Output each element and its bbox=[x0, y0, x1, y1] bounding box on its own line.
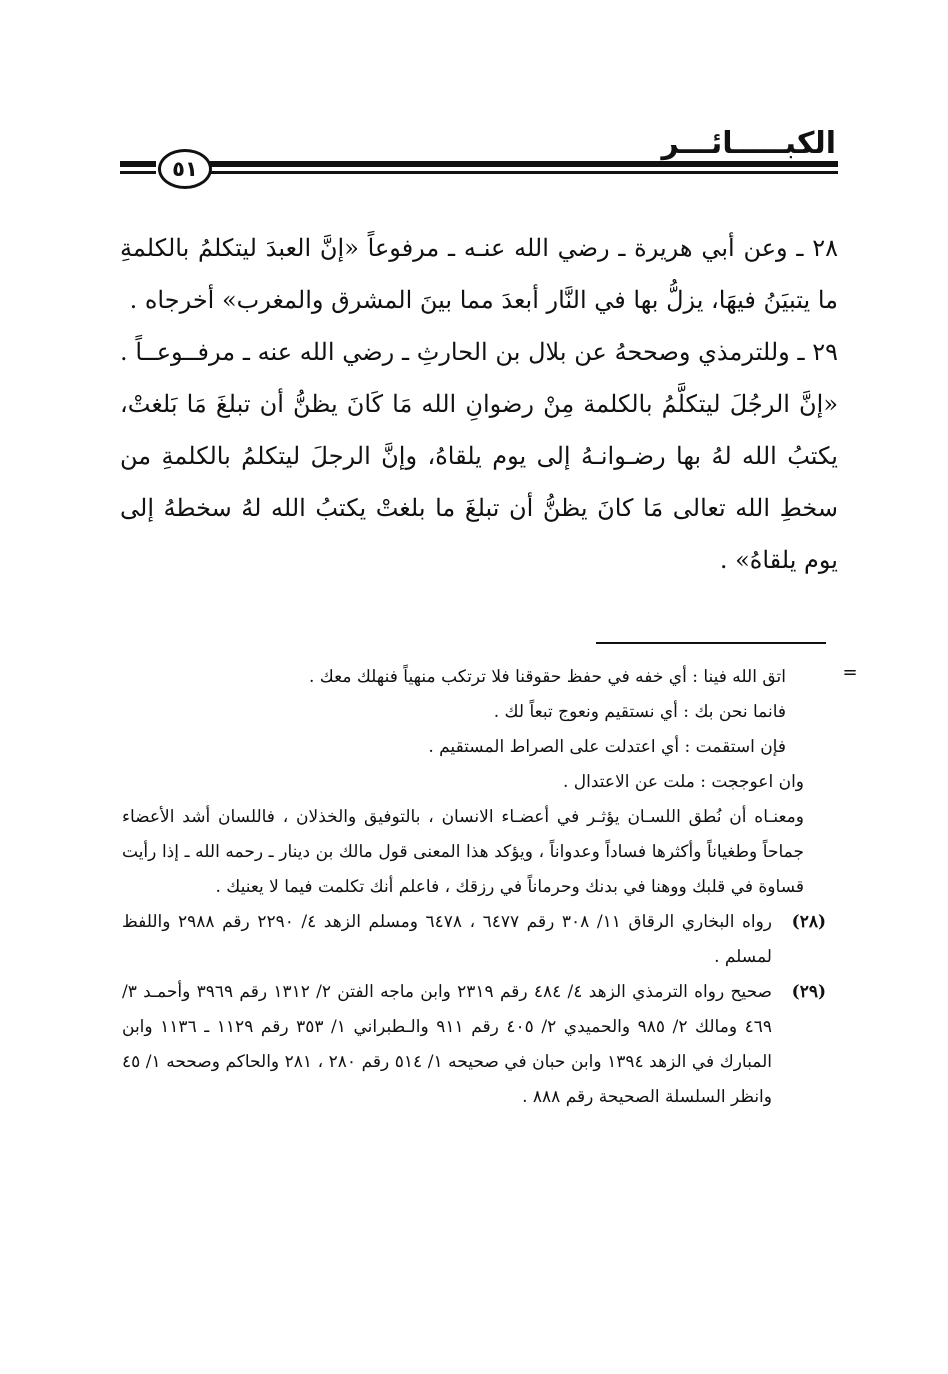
header-rule-thin bbox=[210, 171, 838, 174]
hadith-29: ٢٩ ـ وللترمذي وصححهُ عن بلال بن الحارثِ ـ رضي الله عنه ـ مرفــوعــاً . «إنَّ الرجُلَ ليتكلَّمُ بالكلمة مِنْ رضوانِ الله مَا كَانَ يظنُّ أن تبلغَ مَا بَلغتْ، يكتبُ الله لهُ بها رضـوانـهُ إلى يوم يلقاهُ، وإنَّ الرجلَ ليتكلمُ بالكلمةِ من سخطِ الله تعالى مَا كانَ يظنُّ أن تبلغَ ما بلغتْ يكتبُ الله لهُ سخطهُ إلى يوم يلقاهُ» . bbox=[120, 338, 838, 574]
footnote-text: رواه البخاري الرقاق ١١/ ٣٠٨ رقم ٦٤٧٧ ، ٦٤٧٨ ومسلم الزهد ٤/ ٢٢٩٠ رقم ٢٩٨٨ واللفظ لمسلم . bbox=[122, 912, 773, 967]
page-number: ٥١ bbox=[158, 149, 212, 189]
footnote-number: (٢٨) bbox=[791, 912, 826, 932]
footnote-separator bbox=[596, 642, 826, 644]
main-text bbox=[120, 222, 838, 586]
hadith-28: ٢٨ ـ وعن أبي هريرة ـ رضي الله عنـه ـ مرفوعاً «إنَّ العبدَ ليتكلمُ بالكلمةِ ما يتبيَنُ فيهَا، يزلُّ بها في النَّار أبعدَ مما بينَ المشرق والمغرب» أخرجاه . bbox=[120, 234, 838, 314]
gloss-line: اتق الله فينا : أي خفه في حفظ حقوقنا فلا ترتكب منهياً فنهلك معك . bbox=[308, 667, 786, 687]
footnotes bbox=[122, 660, 826, 1115]
gloss-explanation: ومعنـاه أن نُطق اللسـان يؤثـر في أعضـاء الانسان ، بالتوفيق والخذلان ، فاللسان أشد الأعضاء جماحاً وطغياناً وأكثرها فساداً وعدواناً ، ويؤكد هذا المعنى قول مالك بن دينار ـ رحمه الله ـ إذا رأيت قساوة في قلبك ووهنا في بدنك وحرماناً في رزقك ، فاعلم أنك تكلمت فيما لا يعنيك . bbox=[122, 807, 804, 897]
footnote-29 bbox=[122, 975, 826, 1115]
footnote-28 bbox=[122, 905, 826, 975]
header-rule-short-thin bbox=[120, 171, 156, 174]
running-title: الكبـــــائـــر bbox=[661, 126, 836, 161]
gloss-line: وان اعوججت : ملت عن الاعتدال . bbox=[563, 772, 804, 792]
continuation-mark: = bbox=[842, 662, 858, 683]
header-rule-short-thick bbox=[120, 161, 156, 167]
header-rule bbox=[210, 161, 838, 176]
header-rule-thick bbox=[210, 161, 838, 167]
gloss-line: فانما نحن بك : أي نستقيم ونعوج تبعاً لك . bbox=[493, 702, 786, 722]
gloss-line: فإن استقمت : أي اعتدلت على الصراط المستقيم . bbox=[428, 737, 786, 757]
header-rule-short bbox=[120, 161, 156, 176]
footnote-number: (٢٩) bbox=[791, 982, 826, 1002]
footnote-text: صحيح رواه الترمذي الزهد ٤/ ٤٨٤ رقم ٢٣١٩ وابن ماجه الفتن ٢/ ١٣١٢ رقم ٣٩٦٩ وأحمـد ٣/ ٤٦٩ ومالك ٢/ ٩٨٥ والحميدي ٢/ ٤٠٥ رقم ٩١١ والـطبراني ١/ ٣٥٣ رقم ١١٢٩ ـ ١١٣٦ وابن المبارك في الزهد ١٣٩٤ وابن حبان في صحيحه ١/ ٥١٤ رقم ٢٨٠ ، ٢٨١ والحاكم وصححه ١/ ٤٥ وانظر السلسلة الصحيحة رقم ٨٨٨ . bbox=[122, 982, 773, 1107]
